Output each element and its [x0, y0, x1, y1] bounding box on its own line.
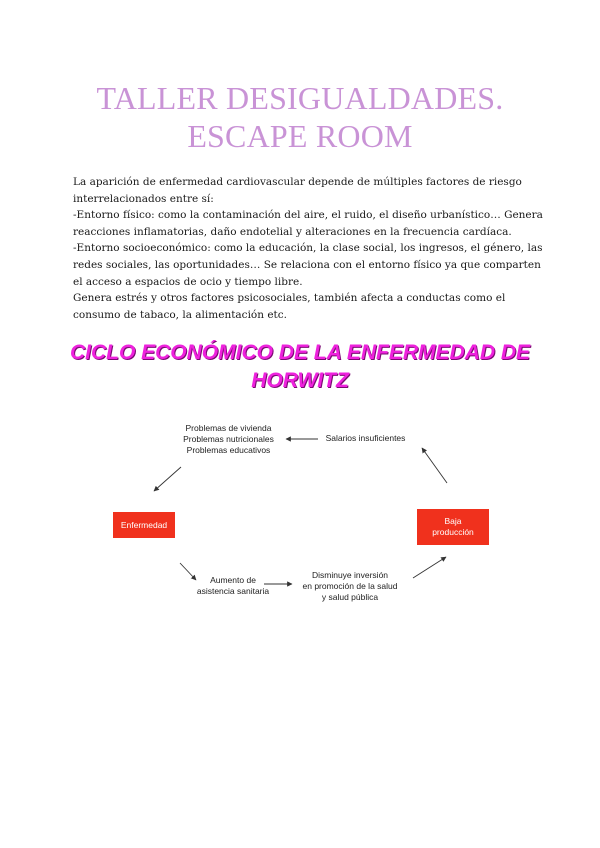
page-title-line-2: ESCAPE ROOM [187, 118, 413, 154]
node-disminuye-inversion [290, 570, 410, 603]
disminuye-label: Disminuye inversión [311, 570, 389, 580]
produccion-label: producción [432, 527, 474, 537]
node-baja-produccion [417, 509, 489, 545]
asistencia-label: asistencia sanitaria [196, 586, 270, 596]
arrow-baja-to-salarios [422, 448, 447, 483]
page-title-line-1: TALLER DESIGUALDADES. [96, 80, 504, 116]
paragraph-intro: La aparición de enfermedad cardiovascular depende de múltiples factores de riesgo interrelacionados entre sí: [73, 176, 522, 205]
problemas-nutricionales-label: Problemas nutricionales [183, 434, 274, 444]
promocion-label: en promoción de la salud [302, 581, 398, 591]
node-problemas [176, 423, 281, 456]
node-aumento-asistencia [190, 575, 276, 597]
baja-label: Baja [444, 516, 462, 526]
arrow-problemas-to-enfermedad [154, 467, 181, 491]
paragraph-entorno-fisico: -Entorno físico: como la contaminación del aire, el ruido, el diseño urbanístico… Genera reacciones inflamatorias, daño endotelial y alteraciones en la frecuencia cardíaca. [73, 209, 543, 238]
problemas-educativos-label: Problemas educativos [186, 445, 271, 455]
arrow-disminuye-to-baja [413, 557, 446, 578]
aumento-label: Aumento de [210, 575, 256, 585]
section-heading-line-1: CICLO ECONÓMICO DE LA ENFERMEDAD DE [69, 341, 531, 364]
section-heading-line-2: HORWITZ [251, 369, 349, 392]
problemas-vivienda-label: Problemas de vivienda [185, 423, 272, 433]
node-enfermedad: Enfermedad [113, 512, 175, 538]
paragraph-entorno-socioeconomico: -Entorno socioeconómico: como la educación, la clase social, los ingresos, el género, las redes sociales, las oportunidades… Se relaciona con el entorno físico ya que comparten el acceso a espacios de ocio y tiempo libre. [73, 242, 543, 288]
node-salarios: Salarios insuficientes [325, 433, 406, 443]
salud-publica-label: y salud pública [321, 592, 379, 602]
paragraph-estres: Genera estrés y otros factores psicosociales, también afecta a conductas como el consumo de tabaco, la alimentación etc. [73, 292, 506, 321]
